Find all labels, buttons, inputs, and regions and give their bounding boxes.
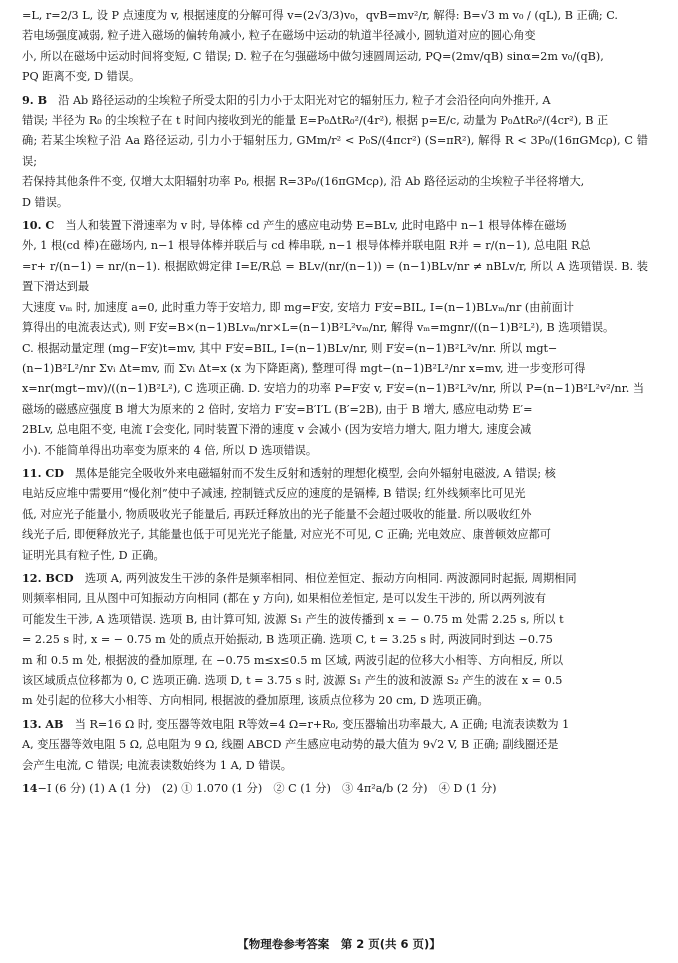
- answer-line: 则频率相同, 且从图中可知振动方向相同 (都在 y 方向), 如果相位差恒定, 是可以发生干涉的, 所以两列波有: [22, 592, 547, 606]
- page-footer: 【物理卷参考答案 第 2 页(共 6 页)】: [237, 937, 441, 951]
- answer-line: A, 变压器等效电阻 5 Ω, 总电阻为 9 Ω, 线圈 ABCD 产生感应电动势的最大值为 9√2 V, B 正确; 副线圈还是: [22, 738, 559, 752]
- answer-line: 线光子后, 即便释放光子, 其能量也低于可见光光子能量, 对应光不可见, C 正确; 光电效应、康普顿效应都可: [22, 528, 551, 542]
- answer-line: 小). 不能简单得出功率变为原来的 4 倍, 所以 D 选项错误。: [22, 443, 318, 457]
- answer-line: 大速度 vₘ 时, 加速度 a=0, 此时重力等于安培力, 即 mg=F安, 安培力 F安=BIL, I=(n−1)BLvₘ/nr (由前面计: [22, 300, 574, 314]
- answer-line: 确; 若某尘埃粒子沿 Aa 路径运动, 引力小于辐射压力, GMm/r² < P₀S/(4πcr²) (S=πR²), 解得 R < 3P₀/(16πGMcρ), C 错误;: [22, 134, 648, 168]
- answer-14: [22, 778, 648, 799]
- answer-line: 错误; 半径为 R₀ 的尘埃粒子在 t 时间内接收到光的能量 E=P₀ΔtR₀²/(4r²), 根据 p=E/c, 动量为 P₀ΔtR₀²/(4cr²), B 正: [22, 114, 609, 128]
- answer-line: 2BLv, 总电阻不变, 电流 I′会变化, 同时装置下滑的速度 v 会减小 (因为安培力增大, 阻力增大, 速度会减: [22, 423, 532, 437]
- answer-number: 12. BCD: [22, 570, 74, 585]
- answer-number: 10. C: [22, 218, 55, 233]
- answer-line: m 和 0.5 m 处, 根据波的叠加原理, 在 −0.75 m≤x≤0.5 m 区域, 两波引起的位移大小相等、方向相反, 所以: [22, 653, 564, 667]
- answer-line: 算得出的电流表达式), 则 F安=B×(n−1)BLvₘ/nr×L=(n−1)B²L²vₘ/nr, 解得 vₘ=mgnr/((n−1)B²L²), B 选项错误。: [22, 321, 615, 335]
- answer-number: 13. AB: [22, 716, 64, 731]
- answer-line: x=nr(mgt−mv)/((n−1)B²L²), C 选项正确. D. 安培力的功率 P=F安 v, F安=(n−1)B²L²v/nr, 所以 P=(n−1)B²L²v²/nr. 当: [22, 382, 645, 396]
- answer-line: 电站反应堆中需要用“慢化剂”使中子减速, 控制链式反应的速度的是镉棒, B 错误; 红外线频率比可见光: [22, 487, 526, 501]
- answer-text: 黑体是能完全吸收外来电磁辐射而不发生反射和透射的理想化模型, 会向外辐射电磁波, A 错误; 核: [75, 466, 556, 480]
- answer-11: [22, 463, 648, 566]
- answer-number: 11. CD: [22, 465, 64, 480]
- answer-line: 证明光具有粒子性, D 正确。: [22, 548, 165, 562]
- answer-text: 选项 A, 两列波发生干涉的条件是频率相同、相位差恒定、振动方向相同. 两波源同时起振, 周期相同: [84, 571, 577, 585]
- answer-line: [22, 215, 648, 236]
- answer-number: 14: [22, 781, 38, 796]
- answer-line: D 错误。: [22, 195, 69, 209]
- answer-line: 磁场的磁感应强度 B 增大为原来的 2 倍时, 安培力 F′安=B′I′L (B′=2B), 由于 B 增大, 感应电动势 E′=: [22, 402, 533, 416]
- answer-line: C. 根据动量定理 (mg−F安)t=mv, 其中 F安=BIL, I=(n−1)BLv/nr, 则 F安=(n−1)B²L²v/nr. 所以 mgt−: [22, 341, 558, 355]
- answer-line: [22, 778, 648, 799]
- answer-line: = 2.25 s 时, x = − 0.75 m 处的质点开始振动, B 选项正确. 选项 C, t = 3.25 s 时, 两波同时到达 −0.75: [22, 633, 553, 647]
- answer-line: 该区域质点位移都为 0, C 选项正确. 选项 D, t = 3.75 s 时, 波源 S₁ 产生的波和波源 S₂ 产生的波在 x = 0.5: [22, 674, 563, 687]
- answer-9: [22, 90, 648, 213]
- answer-line: (n−1)B²L²/nr Σvᵢ Δt=mv, 而 Σvᵢ Δt=x (x 为下降距离), 整理可得 mgt−(n−1)B²L²/nr x=mv, 进一步变形可得: [22, 361, 586, 375]
- intro-line: PQ 距离不变, D 错误。: [22, 70, 141, 84]
- answer-number: 9. B: [22, 92, 48, 107]
- answer-10: [22, 215, 648, 461]
- answer-text: 当 R=16 Ω 时, 变压器等效电阻 R等效=4 Ω=r+R₀, 变压器输出功率最大, A 正确; 电流表读数为 1: [74, 717, 570, 731]
- intro-block: [22, 6, 648, 88]
- answer-13: [22, 714, 648, 776]
- intro-line: =L, r=2/3 L, 设 P 点速度为 v, 根据速度的分解可得 v=(2√3/3)v₀，qvB=mv²/r, 解得: B=√3 m v₀ / (qL), B 正确; C.: [22, 9, 618, 22]
- answer-text: −Ⅰ (6 分) (1) A (1 分) (2) ① 1.070 (1 分) ② C (1 分) ③ 4π²a/b (2 分) ④ D (1 分): [37, 782, 497, 796]
- answer-text: 沿 Ab 路径运动的尘埃粒子所受太阳的引力小于太阳光对它的辐射压力, 粒子才会沿径向向外推开, A: [58, 93, 551, 107]
- answer-line: 可能发生干涉, A 选项错误. 选项 B, 由计算可知, 波源 S₁ 产生的波传播到 x = − 0.75 m 处需 2.25 s, 所以 t: [22, 612, 564, 626]
- intro-line: 小, 所以在磁场中运动时间将变短, C 错误; D. 粒子在匀强磁场中做匀速圆周运动, PQ=(2mv/qB) sinα=2m v₀/(qB),: [22, 49, 604, 63]
- answer-line: [22, 90, 648, 111]
- answer-line: =r+ r/(n−1) = nr/(n−1). 根据欧姆定律 I=E/R总 = BLv/(nr/(n−1)) = (n−1)BLv/nr ≠ nBLv/r, 所以 A 选项错误. B. 装置下滑达到最: [22, 259, 648, 294]
- answer-line: [22, 714, 648, 735]
- answer-line: m 处引起的位移大小相等、方向相同, 根据波的叠加原理, 该质点位移为 20 cm, D 选项正确。: [22, 694, 489, 708]
- answer-line: 若保持其他条件不变, 仅增大太阳辐射功率 P₀, 根据 R=3P₀/(16πGMcρ), 沿 Ab 路径运动的尘埃粒子半径将增大,: [22, 175, 585, 189]
- answer-line: [22, 568, 648, 589]
- answer-line: [22, 463, 648, 484]
- answer-line: 外, 1 根(cd 棒)在磁场内, n−1 根导体棒并联后与 cd 棒串联, n−1 根导体棒并联电阻 R并 = r/(n−1), 总电阻 R总: [22, 239, 591, 253]
- answer-line: 低, 对应光子能量小, 物质吸收光子能量后, 再跃迁释放出的光子能量不会超过吸收的能量. 所以吸收红外: [22, 507, 532, 521]
- answer-text: 当人和装置下滑速率为 v 时, 导体棒 cd 产生的感应电动势 E=BLv, 此时电路中 n−1 根导体棒在磁场: [65, 219, 567, 233]
- answer-12: [22, 568, 648, 712]
- intro-line: 若电场强度减弱, 粒子进入磁场的偏转角减小, 粒子在磁场中运动的轨道半径减小, 圆轨道对应的圆心角变: [22, 29, 536, 43]
- answer-line: 会产生电流, C 错误; 电流表读数始终为 1 A, D 错误。: [22, 758, 292, 772]
